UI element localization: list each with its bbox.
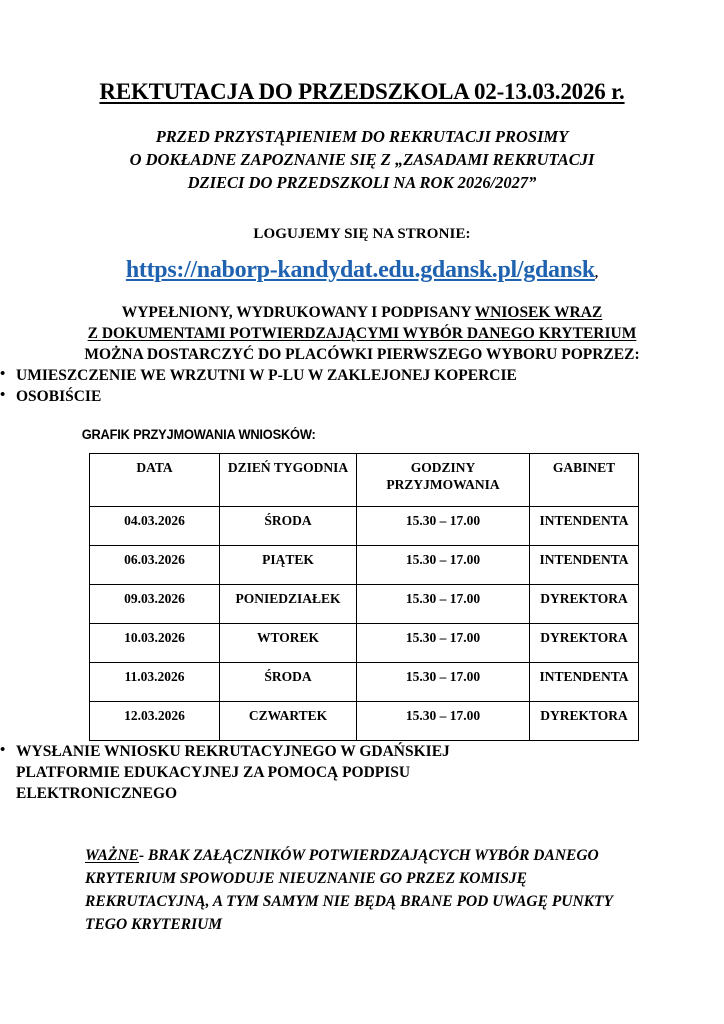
cell-hours: 15.30 – 17.00 bbox=[357, 507, 530, 546]
cell-weekday: PONIEDZIAŁEK bbox=[220, 585, 357, 624]
warning-line-2: KRYTERIUM SPOWODUJE NIEUZNANIE GO PRZEZ KOMISJĘ bbox=[85, 870, 527, 887]
delivery-line-1-underlined: WNIOSEK WRAZ bbox=[474, 304, 603, 321]
url-trailing-punctuation: , bbox=[594, 265, 599, 280]
cell-weekday: CZWARTEK bbox=[220, 702, 357, 741]
list-item: • UMIESZCZENIE WE WRZUTNI W P-LU W ZAKLEJONEJ KOPERCIE bbox=[0, 365, 724, 386]
column-header-weekday: DZIEŃ TYGODNIA bbox=[220, 454, 357, 507]
table-row bbox=[90, 546, 639, 585]
delivery-line-3: MOŻNA DOSTARCZYĆ DO PLACÓWKI PIERWSZEGO WYBORU POPRZEZ: bbox=[84, 346, 640, 363]
cell-office: INTENDENTA bbox=[530, 507, 639, 546]
electronic-line-2: PLATFORMIE EDUKACYJNEJ ZA POMOCĄ PODPISU bbox=[16, 764, 411, 781]
cell-date: 10.03.2026 bbox=[90, 624, 220, 663]
electronic-option-list bbox=[0, 741, 470, 804]
schedule-caption: GRAFIK PRZYJMOWANIA WNIOSKÓW: bbox=[81, 427, 316, 442]
recruitment-url-link[interactable]: https://naborp-kandydat.edu.gdansk.pl/gdansk bbox=[125, 257, 595, 283]
warning-line-4: TEGO KRYTERIUM bbox=[85, 916, 223, 933]
login-caption: LOGUJEMY SIĘ NA STRONIE: bbox=[253, 226, 471, 242]
table-header-row bbox=[90, 454, 639, 507]
cell-hours: 15.30 – 17.00 bbox=[357, 546, 530, 585]
cell-hours: 15.30 – 17.00 bbox=[357, 624, 530, 663]
intro-line-1: PRZED PRZYSTĄPIENIEM DO REKRUTACJI PROSIMY bbox=[155, 127, 569, 146]
cell-office: DYREKTORA bbox=[530, 585, 639, 624]
intro-line-2: O DOKŁADNE ZAPOZNANIE SIĘ Z „ZASADAMI REKRUTACJI bbox=[129, 150, 595, 169]
intro-paragraph bbox=[0, 105, 724, 194]
column-header-office: GABINET bbox=[530, 454, 639, 507]
cell-weekday: ŚRODA bbox=[220, 663, 357, 702]
cell-date: 09.03.2026 bbox=[90, 585, 220, 624]
cell-weekday: WTOREK bbox=[220, 624, 357, 663]
cell-office: INTENDENTA bbox=[530, 663, 639, 702]
delivery-line-1 bbox=[0, 302, 724, 323]
cell-weekday: ŚRODA bbox=[220, 507, 357, 546]
table-row bbox=[90, 585, 639, 624]
cell-office: INTENDENTA bbox=[530, 546, 639, 585]
cell-date: 06.03.2026 bbox=[90, 546, 220, 585]
list-item: • OSOBIŚCIE bbox=[0, 386, 724, 407]
cell-hours: 15.30 – 17.00 bbox=[357, 663, 530, 702]
delivery-paragraph bbox=[0, 284, 724, 365]
electronic-line-3: ELEKTRONICZNEGO bbox=[16, 785, 178, 802]
cell-date: 04.03.2026 bbox=[90, 507, 220, 546]
recruitment-url-row bbox=[0, 243, 724, 284]
cell-office: DYREKTORA bbox=[530, 624, 639, 663]
table-row bbox=[90, 663, 639, 702]
delivery-line-1-plain: WYPEŁNIONY, WYDRUKOWANY I PODPISANY bbox=[121, 304, 475, 321]
cell-hours: 15.30 – 17.00 bbox=[357, 702, 530, 741]
warning-paragraph bbox=[0, 804, 645, 936]
table-row bbox=[90, 507, 639, 546]
list-item bbox=[0, 741, 470, 804]
cell-weekday: PIĄTEK bbox=[220, 546, 357, 585]
warning-line-1-rest: - BRAK ZAŁĄCZNIKÓW POTWIERDZAJĄCYCH WYBÓR DANEGO bbox=[138, 847, 599, 864]
cell-office: DYREKTORA bbox=[530, 702, 639, 741]
column-header-hours: GODZINY PRZYJMOWANIA bbox=[357, 454, 530, 507]
delivery-options-list bbox=[0, 365, 724, 407]
table-row bbox=[90, 702, 639, 741]
cell-date: 12.03.2026 bbox=[90, 702, 220, 741]
table-row bbox=[90, 624, 639, 663]
warning-keyword: WAŻNE bbox=[85, 847, 139, 864]
intro-line-3: DZIECI DO PRZEDSZKOLI NA ROK 2026/2027” bbox=[187, 173, 537, 192]
electronic-line-1: WYSŁANIE WNIOSKU REKRUTACYJNEGO W GDAŃSKIEJ bbox=[16, 743, 450, 760]
cell-date: 11.03.2026 bbox=[90, 663, 220, 702]
cell-hours: 15.30 – 17.00 bbox=[357, 585, 530, 624]
delivery-line-2: Z DOKUMENTAMI POTWIERDZAJĄCYMI WYBÓR DANEGO KRYTERIUM bbox=[87, 325, 637, 342]
schedule-table bbox=[89, 453, 639, 741]
column-header-date: DATA bbox=[90, 454, 220, 507]
warning-line-3: REKRUTACYJNĄ, A TYM SAMYM NIE BĘDĄ BRANE POD UWAGĘ PUNKTY bbox=[85, 893, 613, 910]
page-title: REKTUTACJA DO PRZEDSZKOLA 02-13.03.2026 r. bbox=[99, 79, 625, 104]
schedule-table-wrapper bbox=[0, 442, 724, 741]
warning-line-1 bbox=[85, 844, 645, 867]
